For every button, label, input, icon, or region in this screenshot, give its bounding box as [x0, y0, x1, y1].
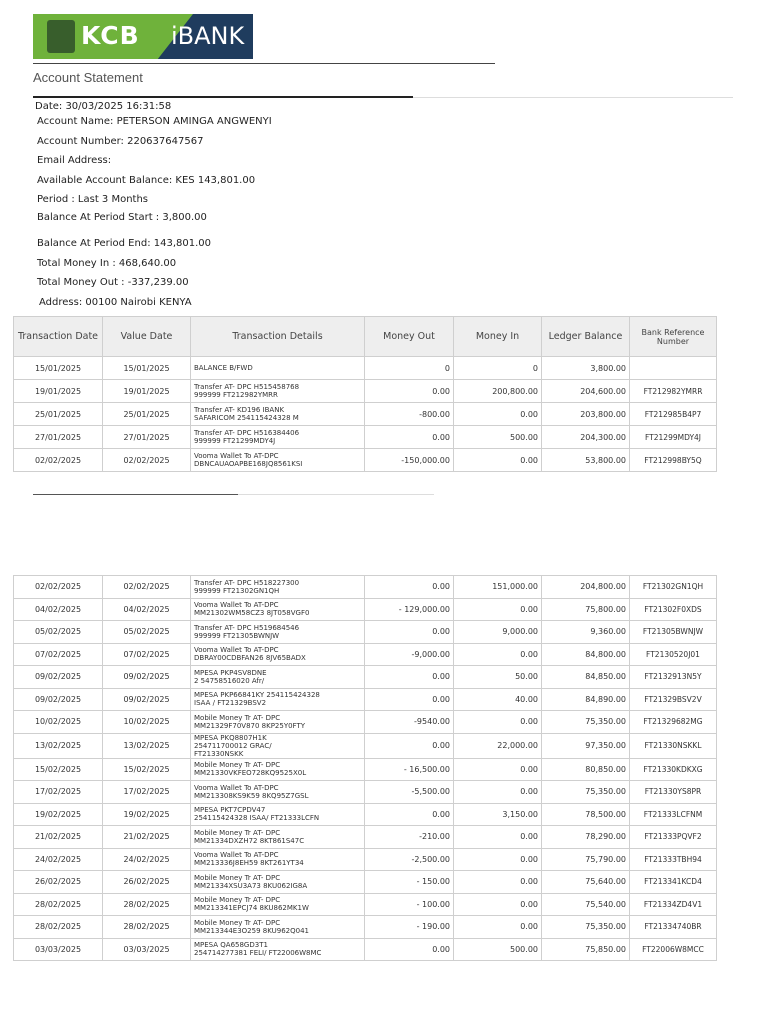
cell-money-in: 9,000.00	[454, 621, 542, 644]
cell-ledger-balance: 53,800.00	[542, 449, 630, 472]
cell-ledger-balance: 75,350.00	[542, 781, 630, 804]
details-line: MM213336J8EH59 8KT261YT34	[194, 859, 304, 868]
details-line: Mobile Money Tr AT- DPC	[194, 713, 281, 722]
cell-money-out: 0.00	[365, 380, 454, 403]
cell-money-in: 151,000.00	[454, 576, 542, 599]
cell-money-in: 0.00	[454, 893, 542, 916]
logo-ibank-text: iBANK	[171, 22, 245, 50]
total-money-in: Total Money In : 468,640.00	[37, 258, 177, 269]
cell-transaction-date: 09/02/2025	[14, 688, 103, 711]
cell-ledger-balance: 78,290.00	[542, 826, 630, 849]
table-row	[14, 380, 717, 403]
total-money-out: Total Money Out : -337,239.00	[37, 277, 189, 288]
table-row	[14, 643, 717, 666]
cell-value-date: 21/02/2025	[103, 826, 191, 849]
cell-transaction-date: 09/02/2025	[14, 666, 103, 689]
cell-transaction-details	[191, 758, 365, 781]
table-row	[14, 621, 717, 644]
cell-transaction-details	[191, 643, 365, 666]
cell-value-date: 10/02/2025	[103, 711, 191, 734]
details-line: FT21330NSKK	[194, 749, 244, 758]
cell-transaction-date: 17/02/2025	[14, 781, 103, 804]
cell-money-in: 3,150.00	[454, 803, 542, 826]
cell-money-in: 500.00	[454, 426, 542, 449]
details-line: Transfer AT- KD196 IBANK	[194, 406, 285, 414]
kcb-ibank-logo	[33, 14, 253, 59]
cell-money-in: 0.00	[454, 449, 542, 472]
details-line: ISAA / FT21329BSV2	[194, 699, 267, 708]
details-line: Transfer AT- DPC H515458768	[194, 383, 300, 391]
col-header-money-out: Money Out	[365, 317, 454, 357]
cell-ledger-balance: 3,800.00	[542, 357, 630, 380]
details-line: BALANCE B/FWD	[194, 364, 253, 372]
table-row	[14, 871, 717, 894]
details-line: MM21302WM58CZ3 8JT058VGF0	[194, 609, 310, 618]
details-line: MM213341EPCJ74 8KU862MK1W	[194, 904, 309, 913]
cell-transaction-details	[191, 871, 365, 894]
period: Period : Last 3 Months	[37, 194, 149, 205]
cell-money-out: 0.00	[365, 576, 454, 599]
cell-bank-reference: FT21330KDKXG	[630, 758, 717, 781]
title-rule-faint	[413, 97, 733, 98]
cell-transaction-details	[191, 357, 365, 380]
col-header-transaction-details: Transaction Details	[191, 317, 365, 357]
details-line: Mobile Money Tr AT- DPC	[194, 896, 281, 905]
cell-bank-reference: FT21333TBH94	[630, 848, 717, 871]
cell-bank-reference: FT21329682MG	[630, 711, 717, 734]
transactions-table-page-1	[13, 316, 717, 472]
cell-ledger-balance: 75,800.00	[542, 598, 630, 621]
details-line: 254115424328 ISAA/ FT21333LCFN	[194, 814, 320, 823]
cell-transaction-details	[191, 426, 365, 449]
email-address: Email Address:	[37, 155, 112, 166]
cell-bank-reference: FT21334740BR	[630, 916, 717, 939]
details-line: 999999 FT21305BWNJW	[194, 631, 280, 640]
cell-transaction-date: 26/02/2025	[14, 871, 103, 894]
table-row	[14, 598, 717, 621]
details-line: MPESA QA658GD3T1	[194, 941, 268, 950]
cell-money-in: 40.00	[454, 688, 542, 711]
cell-money-out: 0.00	[365, 621, 454, 644]
details-line: MM21334DXZH72 8KT861S47C	[194, 836, 305, 845]
table-row	[14, 357, 717, 380]
details-line: Mobile Money Tr AT- DPC	[194, 918, 281, 927]
cell-value-date: 02/02/2025	[103, 449, 191, 472]
table-row	[14, 711, 717, 734]
cell-transaction-details	[191, 803, 365, 826]
cell-transaction-date: 15/02/2025	[14, 758, 103, 781]
cell-ledger-balance: 9,360.00	[542, 621, 630, 644]
cell-transaction-details	[191, 733, 365, 758]
cell-bank-reference: FT212998BY5Q	[630, 449, 717, 472]
cell-transaction-details	[191, 826, 365, 849]
cell-bank-reference: FT21330NSKKL	[630, 733, 717, 758]
cell-transaction-details	[191, 380, 365, 403]
cell-transaction-date: 28/02/2025	[14, 916, 103, 939]
table-row	[14, 666, 717, 689]
table-row	[14, 426, 717, 449]
cell-transaction-details	[191, 598, 365, 621]
cell-ledger-balance: 204,300.00	[542, 426, 630, 449]
details-line: MM21334XSU3A73 8KU062IG8A	[194, 881, 308, 890]
cell-transaction-details	[191, 781, 365, 804]
cell-transaction-date: 27/01/2025	[14, 426, 103, 449]
details-line: DBNCAUAOAPBE168JQ8561KSI	[194, 460, 303, 468]
details-line: Mobile Money Tr AT- DPC	[194, 828, 281, 837]
cell-value-date: 02/02/2025	[103, 576, 191, 599]
details-line: 254711700012 GRAC/	[194, 741, 272, 750]
table-row	[14, 576, 717, 599]
col-header-bank-reference: Bank Reference Number	[630, 317, 717, 357]
logo-kcb-text: KCB	[81, 21, 140, 50]
cell-transaction-details	[191, 848, 365, 871]
cell-money-in: 0.00	[454, 643, 542, 666]
cell-bank-reference: FT21330YS8PR	[630, 781, 717, 804]
cell-money-out: - 16,500.00	[365, 758, 454, 781]
table-row	[14, 803, 717, 826]
details-line: MPESA PKQ8807H1K	[194, 733, 267, 742]
cell-bank-reference: FT21299MDY4J	[630, 426, 717, 449]
cell-transaction-details	[191, 893, 365, 916]
cell-transaction-details	[191, 938, 365, 961]
cell-bank-reference: FT21302F0XDS	[630, 598, 717, 621]
details-line: Vooma Wallet To AT-DPC	[194, 646, 279, 655]
cell-money-out: 0.00	[365, 688, 454, 711]
cell-money-in: 0.00	[454, 758, 542, 781]
details-line: MM213344E3O259 8KU962Q041	[194, 926, 309, 935]
cell-value-date: 15/01/2025	[103, 357, 191, 380]
cell-ledger-balance: 75,850.00	[542, 938, 630, 961]
cell-value-date: 17/02/2025	[103, 781, 191, 804]
cell-money-in: 500.00	[454, 938, 542, 961]
address: Address: 00100 Nairobi KENYA	[39, 297, 192, 308]
details-line: MM21330VKFEO728KQ9525X0L	[194, 769, 307, 778]
details-line: Vooma Wallet To AT-DPC	[194, 851, 279, 860]
details-line: Transfer AT- DPC H518227300	[194, 578, 300, 587]
cell-value-date: 26/02/2025	[103, 871, 191, 894]
cell-money-out: -150,000.00	[365, 449, 454, 472]
cell-money-out: 0	[365, 357, 454, 380]
cell-value-date: 04/02/2025	[103, 598, 191, 621]
details-line: Vooma Wallet To AT-DPC	[194, 452, 279, 460]
cell-bank-reference: FT212982YMRR	[630, 380, 717, 403]
details-line: 254714277381 FELI/ FT22006W8MC	[194, 949, 322, 958]
cell-transaction-date: 02/02/2025	[14, 576, 103, 599]
cell-transaction-date: 25/01/2025	[14, 403, 103, 426]
cell-bank-reference: FT21329BSV2V	[630, 688, 717, 711]
cell-money-in: 0.00	[454, 403, 542, 426]
cell-money-in: 22,000.00	[454, 733, 542, 758]
cell-value-date: 24/02/2025	[103, 848, 191, 871]
cell-ledger-balance: 84,800.00	[542, 643, 630, 666]
details-line: SAFARICOM 254115424328 M	[194, 414, 299, 422]
cell-transaction-details	[191, 576, 365, 599]
balance-period-start: Balance At Period Start : 3,800.00	[37, 212, 207, 223]
details-line: Transfer AT- DPC H519684546	[194, 623, 300, 632]
statement-date: Date: 30/03/2025 16:31:58	[35, 101, 172, 112]
cell-transaction-details	[191, 621, 365, 644]
details-line: Vooma Wallet To AT-DPC	[194, 783, 279, 792]
details-line: Mobile Money Tr AT- DPC	[194, 761, 281, 770]
details-line: MM213308KS9K59 8KQ95Z7GSL	[194, 791, 309, 800]
table-row	[14, 688, 717, 711]
cell-bank-reference: FT212985B4P7	[630, 403, 717, 426]
cell-value-date: 19/02/2025	[103, 803, 191, 826]
cell-transaction-date: 13/02/2025	[14, 733, 103, 758]
cell-money-out: - 129,000.00	[365, 598, 454, 621]
cell-money-out: 0.00	[365, 938, 454, 961]
details-line: MM21329F70V870 8KP25Y0FTY	[194, 721, 306, 730]
cell-money-in: 0.00	[454, 848, 542, 871]
cell-value-date: 19/01/2025	[103, 380, 191, 403]
details-line: 999999 FT212982YMRR	[194, 391, 278, 399]
table-row	[14, 848, 717, 871]
cell-money-out: 0.00	[365, 426, 454, 449]
cell-value-date: 15/02/2025	[103, 758, 191, 781]
table-row	[14, 449, 717, 472]
cell-money-in: 0.00	[454, 711, 542, 734]
cell-transaction-date: 04/02/2025	[14, 598, 103, 621]
cell-value-date: 03/03/2025	[103, 938, 191, 961]
available-balance: Available Account Balance: KES 143,801.00	[37, 175, 256, 186]
cell-bank-reference: FT21333LCFNM	[630, 803, 717, 826]
details-line: 2 54758516020 Afr/	[194, 676, 265, 685]
cell-ledger-balance: 97,350.00	[542, 733, 630, 758]
lion-icon	[47, 20, 75, 53]
cell-money-out: -210.00	[365, 826, 454, 849]
cell-bank-reference: FT21302GN1QH	[630, 576, 717, 599]
cell-transaction-details	[191, 688, 365, 711]
cell-value-date: 28/02/2025	[103, 916, 191, 939]
details-line: MPESA PKT7CPDV47	[194, 806, 266, 815]
cell-ledger-balance: 80,850.00	[542, 758, 630, 781]
cell-value-date: 13/02/2025	[103, 733, 191, 758]
balance-period-end: Balance At Period End: 143,801.00	[37, 238, 211, 249]
cell-money-out: -2,500.00	[365, 848, 454, 871]
cell-money-in: 0.00	[454, 871, 542, 894]
cell-bank-reference: FT21334ZD4V1	[630, 893, 717, 916]
cell-money-in: 200,800.00	[454, 380, 542, 403]
cell-ledger-balance: 75,640.00	[542, 871, 630, 894]
cell-money-out: -5,500.00	[365, 781, 454, 804]
table-row	[14, 781, 717, 804]
cell-value-date: 07/02/2025	[103, 643, 191, 666]
cell-transaction-date: 15/01/2025	[14, 357, 103, 380]
details-line: Mobile Money Tr AT- DPC	[194, 873, 281, 882]
cell-ledger-balance: 84,850.00	[542, 666, 630, 689]
details-line: 999999 FT21302GN1QH	[194, 586, 280, 595]
cell-transaction-details	[191, 449, 365, 472]
cell-money-in: 0.00	[454, 598, 542, 621]
cell-ledger-balance: 75,790.00	[542, 848, 630, 871]
cell-money-out: -800.00	[365, 403, 454, 426]
cell-ledger-balance: 75,350.00	[542, 916, 630, 939]
cell-money-out: -9,000.00	[365, 643, 454, 666]
cell-transaction-date: 03/03/2025	[14, 938, 103, 961]
cell-money-out: 0.00	[365, 803, 454, 826]
cell-ledger-balance: 204,800.00	[542, 576, 630, 599]
cell-transaction-date: 02/02/2025	[14, 449, 103, 472]
col-header-ledger-balance: Ledger Balance	[542, 317, 630, 357]
transactions-table-page-2	[13, 575, 717, 961]
col-header-value-date: Value Date	[103, 317, 191, 357]
table-row	[14, 826, 717, 849]
cell-transaction-details	[191, 666, 365, 689]
cell-value-date: 25/01/2025	[103, 403, 191, 426]
cell-money-in: 0.00	[454, 826, 542, 849]
cell-value-date: 09/02/2025	[103, 688, 191, 711]
cell-bank-reference: FT2132913N5Y	[630, 666, 717, 689]
cell-bank-reference	[630, 357, 717, 380]
cell-transaction-date: 28/02/2025	[14, 893, 103, 916]
col-header-money-in: Money In	[454, 317, 542, 357]
account-number: Account Number: 220637647567	[37, 136, 204, 147]
cell-bank-reference: FT21333PQVF2	[630, 826, 717, 849]
cell-ledger-balance: 75,350.00	[542, 711, 630, 734]
cell-transaction-details	[191, 711, 365, 734]
table-row	[14, 758, 717, 781]
cell-money-out: 0.00	[365, 666, 454, 689]
details-line: Vooma Wallet To AT-DPC	[194, 601, 279, 610]
title-rule	[33, 96, 413, 98]
cell-money-in: 50.00	[454, 666, 542, 689]
cell-money-in: 0.00	[454, 781, 542, 804]
table-row	[14, 893, 717, 916]
details-line: MPESA PKP4SV8DNE	[194, 668, 267, 677]
cell-transaction-date: 10/02/2025	[14, 711, 103, 734]
cell-value-date: 27/01/2025	[103, 426, 191, 449]
details-line: 999999 FT21299MDY4J	[194, 437, 276, 445]
cell-transaction-date: 24/02/2025	[14, 848, 103, 871]
cell-money-out: - 150.00	[365, 871, 454, 894]
table-row	[14, 403, 717, 426]
cell-transaction-date: 05/02/2025	[14, 621, 103, 644]
page-break-rule-faint	[238, 494, 434, 495]
cell-ledger-balance: 204,600.00	[542, 380, 630, 403]
cell-money-in: 0.00	[454, 916, 542, 939]
cell-transaction-details	[191, 403, 365, 426]
cell-bank-reference: FT22006W8MCC	[630, 938, 717, 961]
cell-ledger-balance: 78,500.00	[542, 803, 630, 826]
col-header-transaction-date: Transaction Date	[14, 317, 103, 357]
cell-transaction-date: 19/01/2025	[14, 380, 103, 403]
cell-money-out: -9540.00	[365, 711, 454, 734]
cell-bank-reference: FT2130520J01	[630, 643, 717, 666]
cell-money-out: - 100.00	[365, 893, 454, 916]
cell-transaction-details	[191, 916, 365, 939]
table-header-row	[14, 317, 717, 357]
cell-transaction-date: 07/02/2025	[14, 643, 103, 666]
cell-bank-reference: FT21305BWNJW	[630, 621, 717, 644]
cell-money-out: - 190.00	[365, 916, 454, 939]
cell-transaction-date: 21/02/2025	[14, 826, 103, 849]
cell-transaction-date: 19/02/2025	[14, 803, 103, 826]
header-rule	[33, 63, 495, 64]
cell-bank-reference: FT213341KCD4	[630, 871, 717, 894]
table-row	[14, 916, 717, 939]
cell-ledger-balance: 203,800.00	[542, 403, 630, 426]
details-line: Transfer AT- DPC H516384406	[194, 429, 300, 437]
table-row	[14, 938, 717, 961]
cell-money-in: 0	[454, 357, 542, 380]
cell-money-out: 0.00	[365, 733, 454, 758]
cell-value-date: 28/02/2025	[103, 893, 191, 916]
account-name: Account Name: PETERSON AMINGA ANGWENYI	[37, 116, 272, 127]
cell-ledger-balance: 75,540.00	[542, 893, 630, 916]
cell-ledger-balance: 84,890.00	[542, 688, 630, 711]
details-line: MPESA PKP66841KY 254115424328	[194, 691, 320, 700]
details-line: DBRAY00CDBFAN26 8JV65BADX	[194, 654, 306, 663]
cell-value-date: 09/02/2025	[103, 666, 191, 689]
cell-value-date: 05/02/2025	[103, 621, 191, 644]
table-row	[14, 733, 717, 758]
page-break-rule	[33, 494, 238, 495]
page-title: Account Statement	[33, 70, 143, 85]
